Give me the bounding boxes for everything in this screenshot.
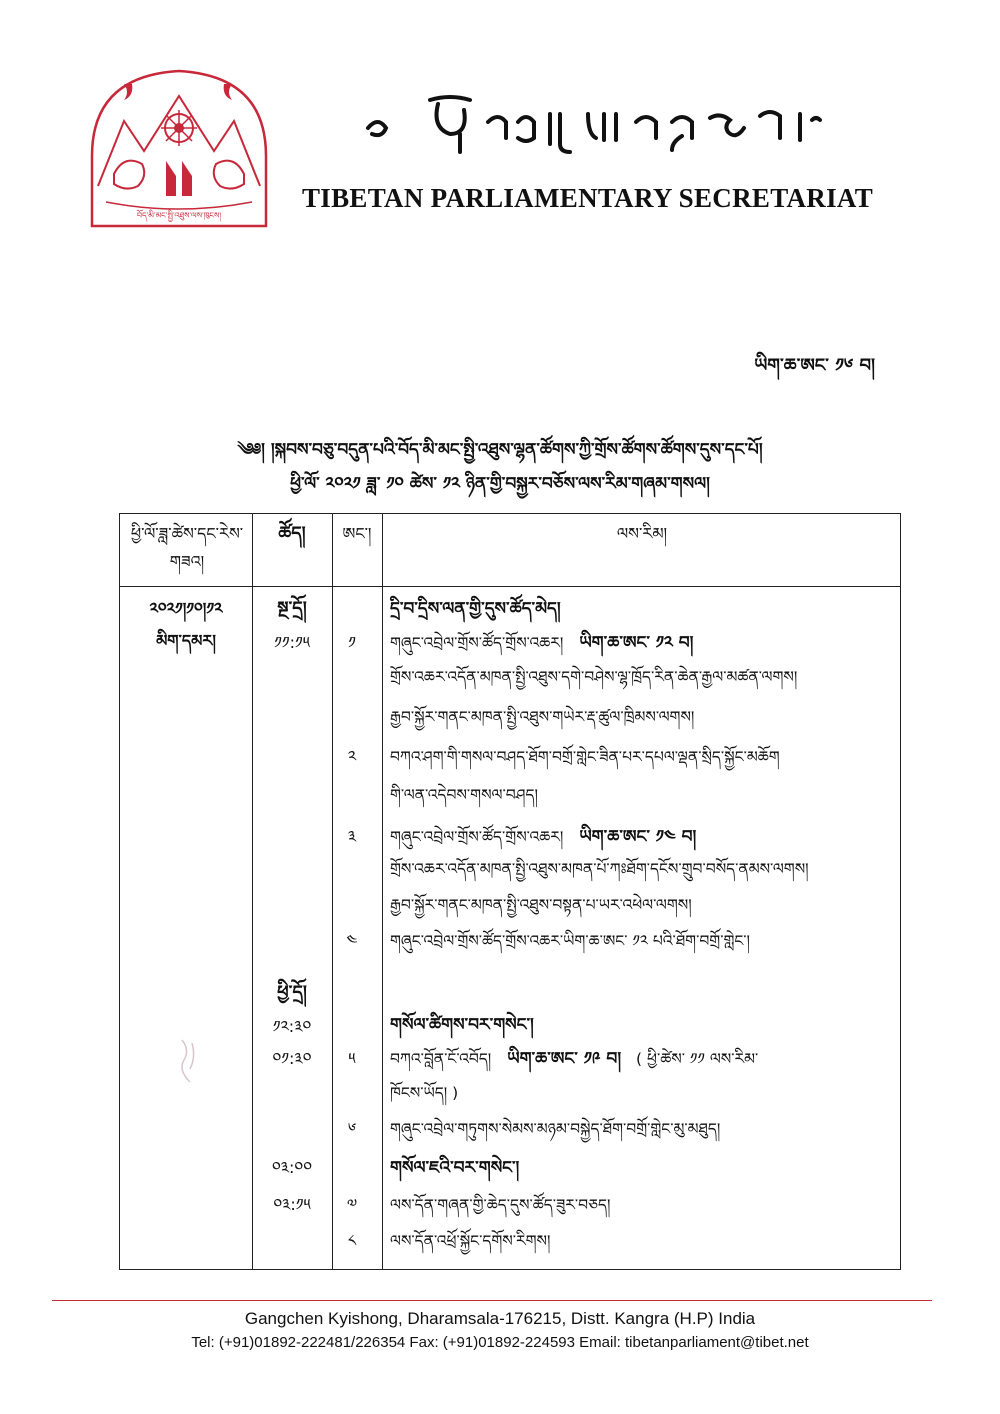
footer-address: Gangchen Kyishong, Dharamsala-176215, Distt. Kangra (H.P) India xyxy=(244,1309,756,1328)
break-heading: གསོལ་ཇའི་བར་གསེང་། xyxy=(390,1158,520,1178)
org-name-english: TIBETAN PARLIAMENTARY SECRETARIAT xyxy=(302,183,874,213)
agenda-item-detail: གྲོས་འཆར་འདོན་མཁན་སྤྱི་འཐུས་དགེ་བཤེས་ལྷ་ཁྲོད་རིན་ཆེན་རྒྱལ་མཚན་ལགས། xyxy=(390,668,798,686)
agenda-item-ref: ཡིག་ཆ་ཨང་ ༡༤ བ། xyxy=(579,827,697,847)
item-number: ༡ xyxy=(348,633,356,652)
footer-divider xyxy=(52,1300,932,1301)
emblem-icon xyxy=(84,66,274,232)
table-divider xyxy=(332,514,333,1269)
agenda-item-note: ( ཕྱི་ཚེས་ ༡༡ ལས་རིམ་ xyxy=(636,1050,759,1068)
time-slot: ༠༣:༠༠ xyxy=(272,1158,312,1177)
column-header-time: ཚོད། xyxy=(278,523,306,544)
agenda-heading-line1: ༄༅། །སྐབས་བཅུ་བདུན་པའི་བོད་མི་མང་སྤྱི་འཐུས་ལྷན་ཚོགས་ཀྱི་གྲོས་ཚོགས་ཚོགས་དུས་དང་པོ། xyxy=(237,440,763,460)
agenda-item-detail: གྲོས་འཆར་འདོན་མཁན་སྤྱི་འཐུས་མཁན་པོ་ཀཿཐོག་དངོས་གྲུབ་བསོད་ནམས་ལགས། xyxy=(390,860,809,878)
agenda-item xyxy=(390,1048,758,1070)
item-number: ༥ xyxy=(348,1049,356,1068)
time-slot: ༡༡:༡༥ xyxy=(274,633,310,652)
item-number: ༢ xyxy=(347,747,357,766)
afternoon-label: ཕྱི་དྲོ། xyxy=(277,982,307,1003)
item-number: ༦ xyxy=(347,1119,357,1138)
time-slot: ༠༡:༣༠ xyxy=(272,1049,312,1068)
agenda-item: བཀའ་ཤག་གི་གསལ་བཤད་ཐོག་བགྲོ་གླེང་ཟིན་པར་དཔལ་ལྡན་སྲིད་སྐྱོང་མཆོག xyxy=(390,748,780,766)
schedule-table xyxy=(119,513,901,1270)
column-header-date: ཕྱི་ལོ་ཟླ་ཚེས་དང་རེས་གཟའ། xyxy=(130,524,244,571)
agenda-item: ལས་དོན་གཞན་གྱི་ཆེད་དུས་ཚོད་ཟུར་བཅད། xyxy=(390,1196,611,1214)
agenda-item xyxy=(390,826,696,848)
document-reference: ཡིག་ཆ་ཨང་ ༡༦ བ། xyxy=(754,355,875,376)
column-header-number: ཨང་། xyxy=(342,524,372,543)
table-divider xyxy=(120,586,900,587)
item-number: ༨ xyxy=(347,1231,357,1250)
session-weekday: མིག་དམར། xyxy=(156,631,216,650)
session-date: ༢༠༢༡།༡༠།༡༢ xyxy=(149,599,223,618)
agenda-item: གཞུང་འབྲེལ་གྲོས་ཚོད་གྲོས་འཆར་ཡིག་ཆ་ཨང་ ༡༢ པའི་ཐོག་བགྲོ་གླེང་། xyxy=(390,932,751,950)
agenda-item-ref: ཡིག་ཆ་ཨང་ ༡༩ བ། xyxy=(507,1049,622,1069)
table-divider xyxy=(382,514,383,1269)
footer-contact: Tel: (+91)01892-222481/226354 Fax: (+91)01892-224593 Email: tibetanparliament@tibet.net xyxy=(191,1334,809,1351)
org-tibetan-logotype xyxy=(360,92,830,166)
item-number: ༧ xyxy=(346,1195,358,1214)
emblem-inscription: བོད་མི་མང་སྤྱི་འཐུས་ལས་ཁུངས། xyxy=(136,211,222,220)
margin-scribble xyxy=(172,1035,212,1085)
agenda-item-detail: རྒྱབ་སྐྱོར་གནང་མཁན་སྤྱི་འཐུས་བསྟན་པ་ཡར་འཕེལ་ལགས། xyxy=(390,896,692,914)
time-slot: ༡༢:༣༠ xyxy=(272,1017,312,1036)
agenda-item-text: གཞུང་འབྲེལ་གྲོས་ཚོད་གྲོས་འཆར། xyxy=(390,634,564,652)
pencil-mark-icon xyxy=(172,1035,212,1085)
agenda-item: གཞུང་འབྲེལ་གཏུགས་སེམས་མཉམ་བསྐྱེད་ཐོག་བགྲོ་གླེང་མུ་མཐུད། xyxy=(390,1120,721,1138)
column-header-agenda: ལས་རིམ། xyxy=(616,524,668,543)
parliament-emblem xyxy=(84,66,274,232)
break-heading: གསོལ་ཚིགས་བར་གསེང་། xyxy=(390,1015,534,1035)
agenda-item-detail: ཁོངས་ཡོད། ) xyxy=(390,1084,459,1102)
agenda-note: དྲི་བ་དྲིས་ལན་གྱི་དུས་ཚོད་མེད། xyxy=(390,599,561,619)
agenda-item-detail: རྒྱབ་སྐྱོར་གནང་མཁན་སྤྱི་འཐུས་གཡེར་རྡ་ཚུལ་ཁྲིམས་ལགས། xyxy=(390,708,695,726)
item-number: ༤ xyxy=(346,931,358,950)
agenda-item-text: གཞུང་འབྲེལ་གྲོས་ཚོད་གྲོས་འཆར། xyxy=(390,828,564,846)
agenda-heading-line2: ཕྱི་ལོ་ ༢༠༢༡ ཟླ་ ༡༠ ཚེས་ ༡༢ ཉིན་གྱི་བསྐྱར་བཅོས་ལས་རིམ་གཞམ་གསལ། xyxy=(290,474,710,494)
time-slot: ༠༣:༡༥ xyxy=(273,1195,311,1214)
table-divider xyxy=(252,514,253,1269)
agenda-item: ལས་དོན་འཕྲོ་སྐྱོང་དགོས་རིགས། xyxy=(390,1232,551,1250)
item-number: ༣ xyxy=(347,827,357,846)
agenda-item-ref: ཡིག་ཆ་ཨང་ ༡༢ བ། xyxy=(579,633,694,653)
agenda-item-detail: གི་ལན་འདེབས་གསལ་བཤད། xyxy=(390,786,538,804)
agenda-item xyxy=(390,632,693,654)
tibetan-script-icon xyxy=(360,92,830,162)
agenda-item-text: བཀའ་བློན་ངོ་འབོད། xyxy=(390,1050,492,1068)
morning-label: སྔ་དྲོ། xyxy=(277,598,307,619)
